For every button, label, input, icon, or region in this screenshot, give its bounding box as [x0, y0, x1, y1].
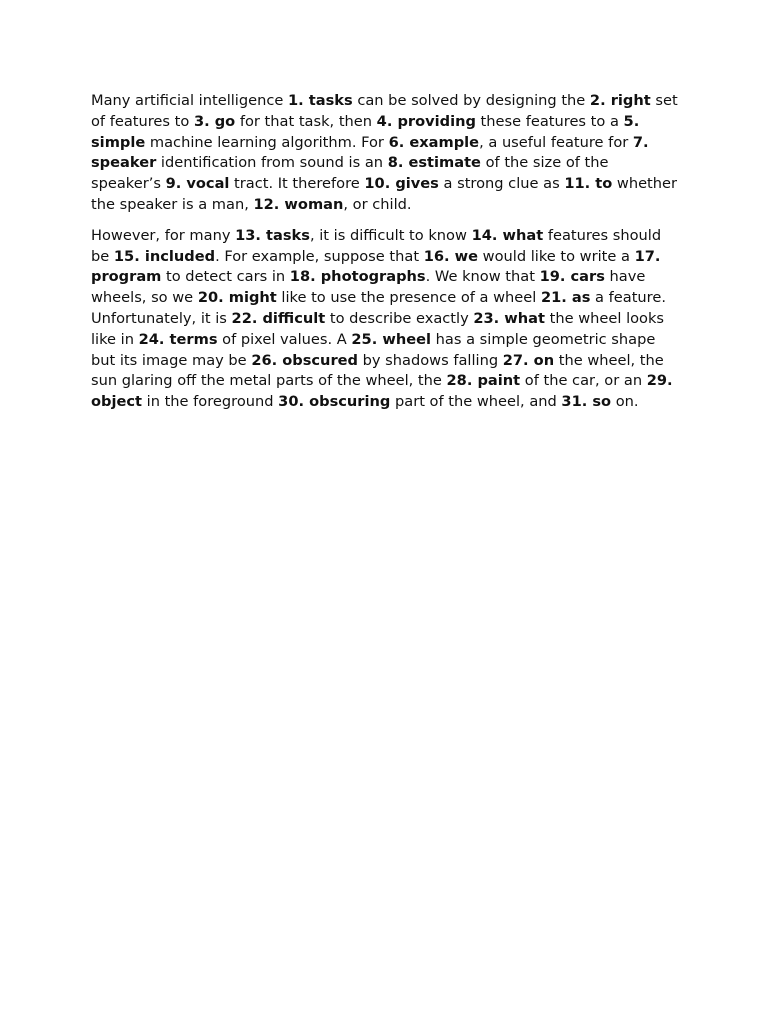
text-run: the wheel looks like in [91, 309, 665, 348]
numbered-term: 14. what [471, 226, 544, 244]
numbered-term: 30. obscuring [278, 393, 391, 411]
text-run: to describe exactly [325, 309, 474, 327]
text-run: features should be [91, 226, 662, 265]
numbered-term: 19. cars [539, 268, 605, 286]
text-run: in the foreground [142, 393, 279, 411]
text-run: a feature. Unfortunately, it is [91, 289, 666, 327]
paragraph-1 [91, 91, 681, 216]
numbered-term: 11. to [564, 175, 613, 193]
text-run: would like to write a [478, 247, 635, 265]
text-run: part of the wheel, and [390, 393, 562, 411]
numbered-term: 20. might [197, 289, 277, 307]
numbered-term: 2. right [589, 92, 651, 109]
numbered-term: 10. gives [364, 175, 439, 193]
numbered-term: 21. as [540, 289, 591, 307]
numbered-term: 12. woman [253, 195, 344, 213]
text-run: . We know that [425, 268, 540, 286]
text-run: by shadows falling [358, 351, 503, 369]
numbered-term: 24. terms [138, 330, 218, 348]
text-run: of the size of the speaker’s [91, 154, 609, 193]
paragraph-2 [91, 226, 681, 413]
text-run: identification from sound is an [156, 154, 388, 172]
numbered-term: 28. paint [446, 372, 521, 390]
numbered-term: 9. vocal [165, 175, 230, 193]
numbered-term: 31. so [561, 393, 612, 411]
numbered-term: 4. providing [376, 112, 476, 130]
numbered-term: 25. wheel [351, 330, 432, 348]
text-run: whether the speaker is a man, [91, 175, 678, 213]
numbered-term: 17. program [91, 247, 661, 286]
text-run: of pixel values. A [217, 330, 352, 348]
text-run: a strong clue as [438, 175, 565, 193]
text-run: the wheel, the sun glaring off the metal parts of the wheel, the [91, 351, 664, 390]
document-body [91, 91, 681, 423]
numbered-term: 16. we [423, 247, 479, 265]
text-run: like to use the presence of a wheel [276, 289, 541, 307]
numbered-term: 8. estimate [387, 154, 481, 172]
text-run: to detect cars in [161, 268, 290, 286]
text-run: has a simple geometric shape but its image may be [91, 330, 656, 369]
numbered-term: 13. tasks [235, 226, 310, 244]
text-run: , a useful feature for [479, 133, 633, 151]
text-run: , it is difficult to know [309, 226, 472, 244]
numbered-term: 29. object [91, 372, 673, 411]
text-run: of the car, or an [520, 372, 647, 390]
numbered-term: 3. go [193, 112, 236, 130]
text-run: for that task, then [235, 112, 377, 130]
numbered-term: 7. speaker [91, 133, 649, 172]
text-run: , or child. [343, 195, 412, 213]
text-run: However, for many [91, 226, 236, 244]
text-run: can be solved by designing the [352, 92, 590, 109]
numbered-term: 26. obscured [251, 351, 358, 369]
text-run: . For example, suppose that [215, 247, 424, 265]
numbered-term: 27. on [502, 351, 555, 369]
text-run: tract. It therefore [229, 175, 365, 193]
text-run: Many artificial intelligence [91, 92, 288, 109]
numbered-term: 23. what [473, 309, 545, 327]
numbered-term: 15. included [113, 247, 216, 265]
text-run: these features to a [475, 112, 624, 130]
text-run: on. [611, 393, 639, 411]
text-run: machine learning algorithm. For [145, 133, 389, 151]
numbered-term: 6. example [388, 133, 480, 151]
numbered-term: 1. tasks [288, 92, 353, 109]
text-run: set of features to [91, 92, 678, 130]
numbered-term: 5. simple [91, 112, 640, 151]
text-run: have wheels, so we [91, 268, 646, 307]
numbered-term: 18. photographs [289, 268, 426, 286]
numbered-term: 22. difficult [231, 309, 326, 327]
